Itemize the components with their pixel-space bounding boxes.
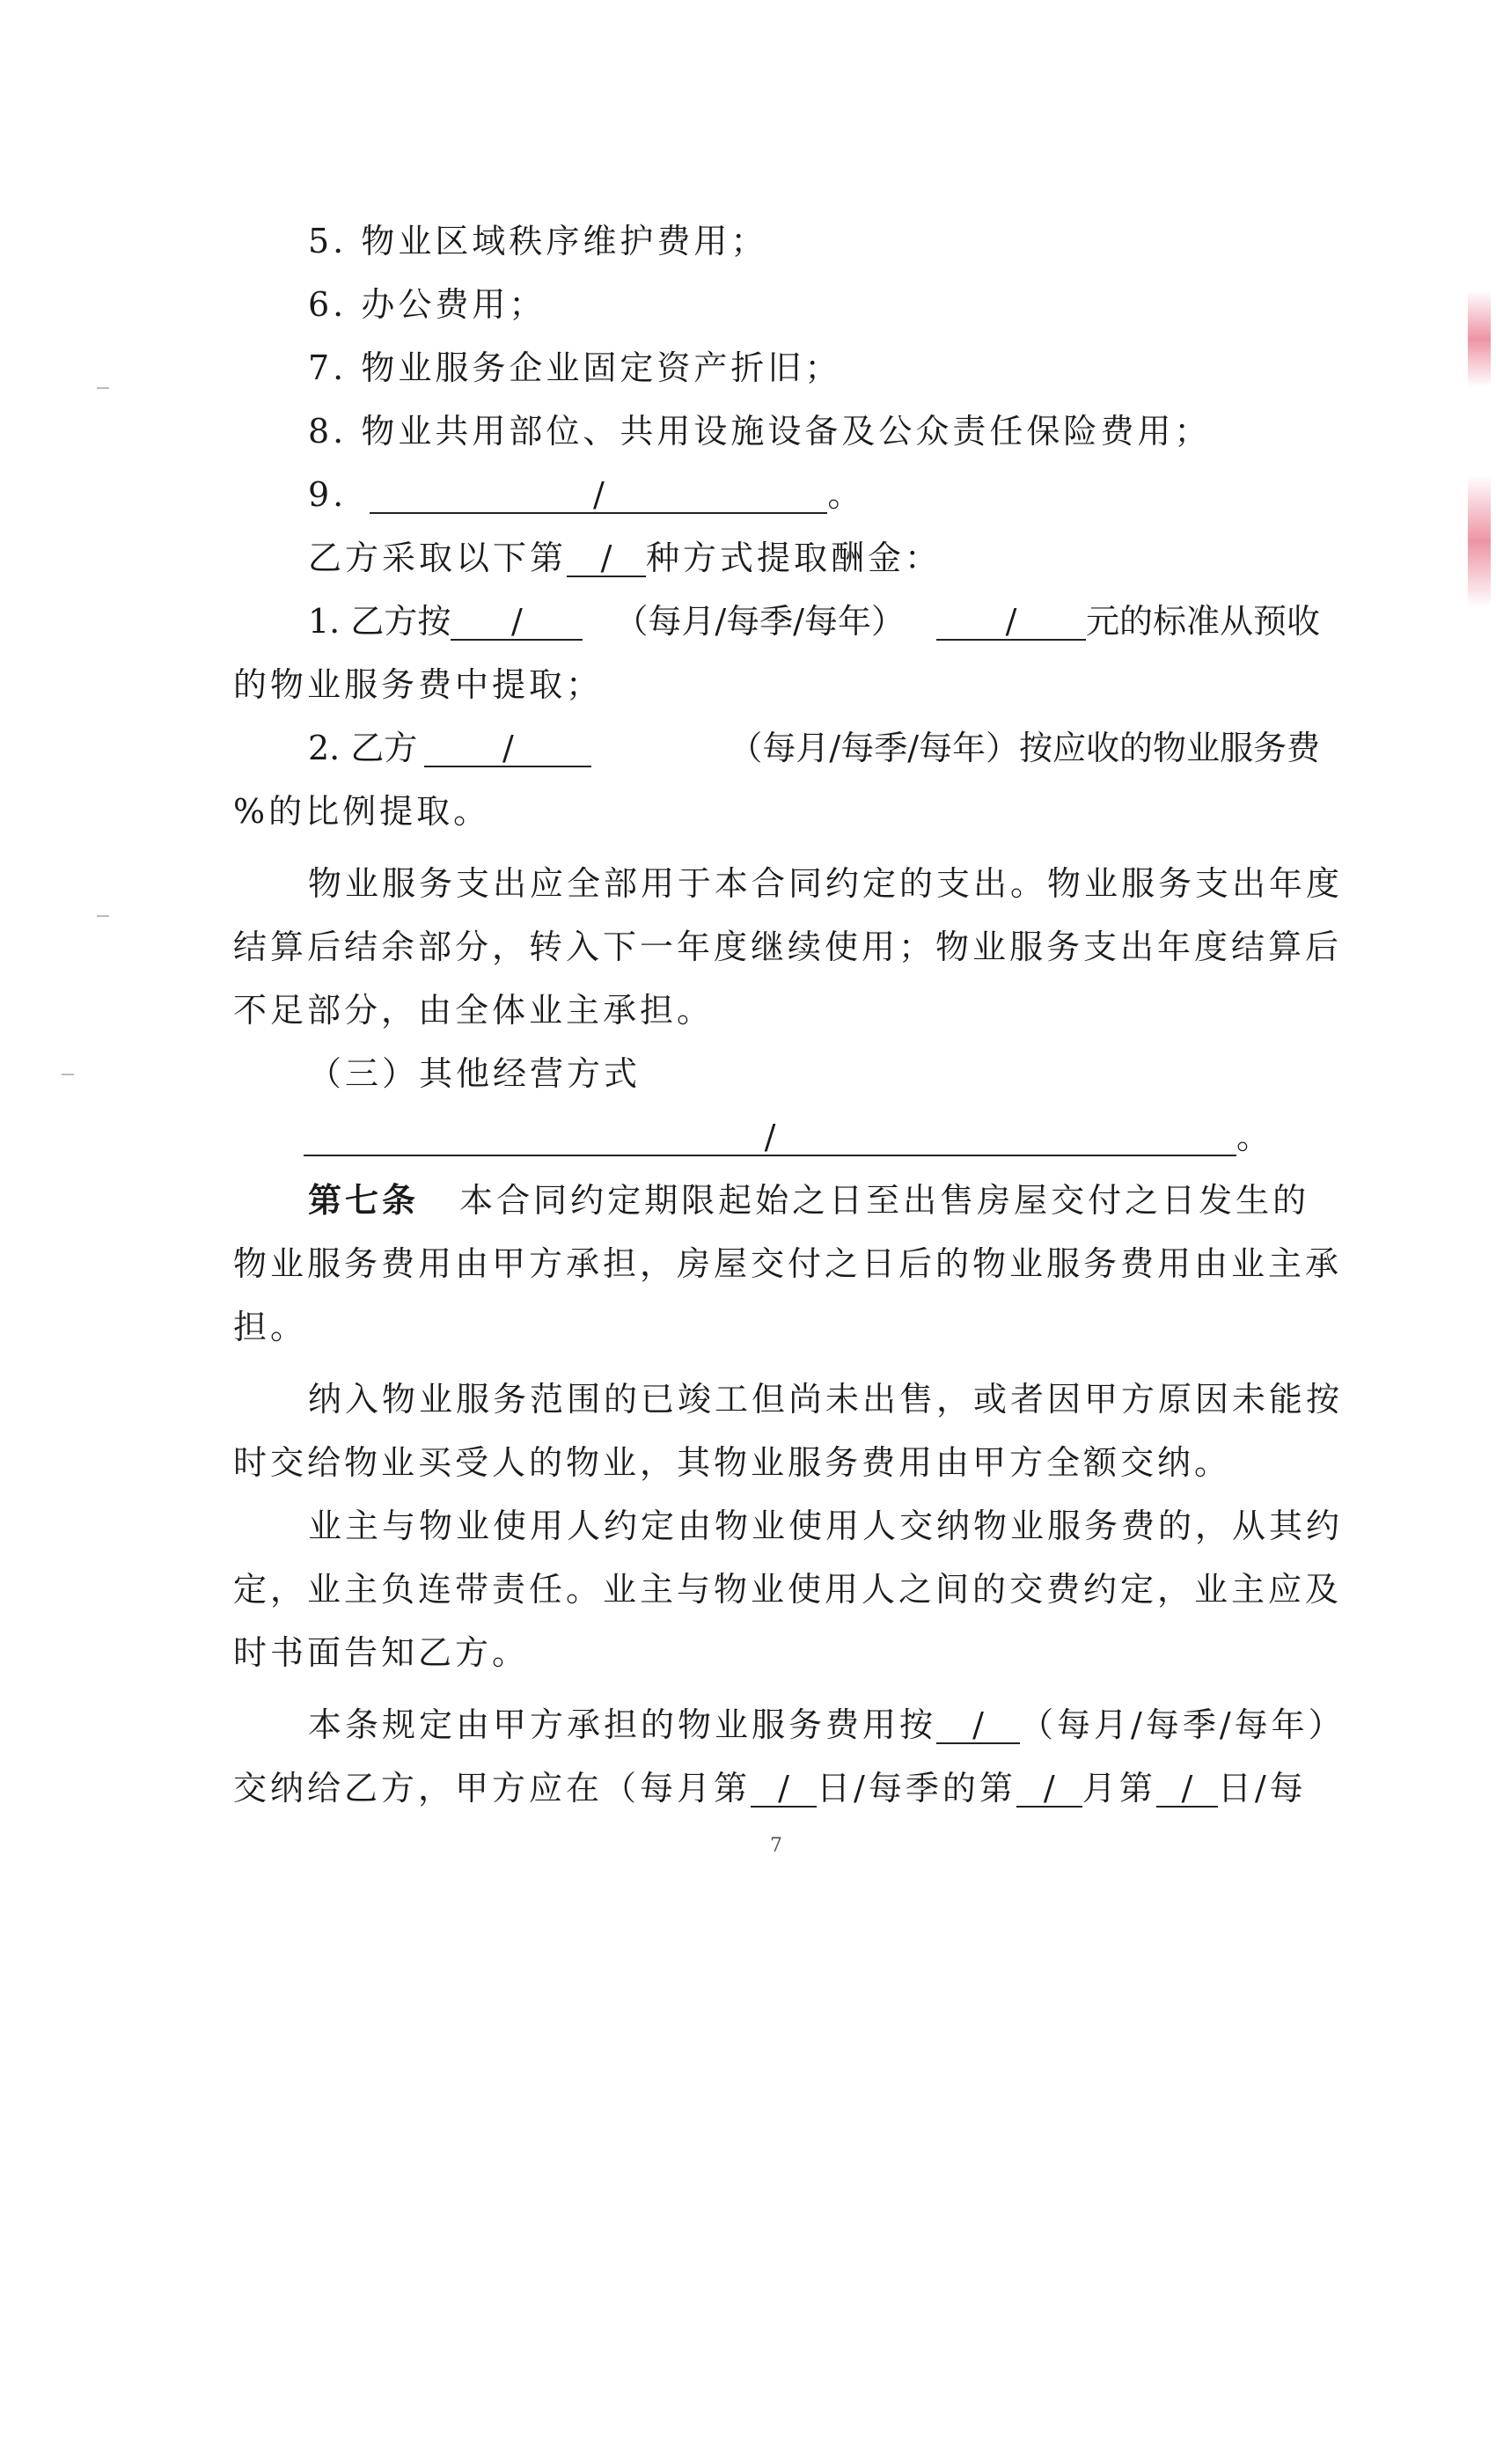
expense-paragraph-line-1: 物业服务支出应全部用于本合同约定的支出。物业服务支出年度	[308, 864, 1344, 903]
text-segment: 乙方采取以下第	[308, 539, 568, 577]
occupant-paragraph-line-3: 时书面告知乙方。	[233, 1633, 530, 1672]
scan-mark	[97, 387, 109, 389]
payment-quarter-day-blank: /	[1156, 1771, 1218, 1808]
method-number-blank: /	[567, 540, 646, 577]
text-segment: 月第	[1082, 1769, 1156, 1808]
clause-item-7: 7. 物业服务企业固定资产折旧；	[308, 348, 842, 387]
text-segment: 本条规定由甲方承担的物业服务费用按	[308, 1705, 937, 1744]
text-segment: 种方式提取酬金：	[646, 539, 942, 577]
payment-month-blank: /	[1016, 1771, 1082, 1808]
clause-item-9	[308, 472, 864, 517]
clause-item-8: 8. 物业共用部位、共用设施设备及公众责任保险费用；	[308, 412, 1212, 451]
text-segment: 本合同约定期限起始之日至出售房屋交付之日发生的	[459, 1181, 1310, 1220]
expense-paragraph-line-2: 结算后结余部分，转入下一年度继续使用；物业服务支出年度结算后	[233, 928, 1343, 966]
payment-line-2	[233, 1765, 1307, 1811]
text-segment: 交纳给乙方，甲方应在（每月第	[233, 1769, 752, 1808]
other-business-heading: （三）其他经营方式	[308, 1054, 642, 1093]
payment-line-1	[308, 1702, 1346, 1748]
unsold-paragraph-line-2: 时交给物业买受人的物业，其物业服务费用由甲方全额交纳。	[233, 1443, 1232, 1482]
payment-day-blank: /	[751, 1771, 817, 1808]
text-segment: （每月/每季/每年）	[614, 602, 905, 641]
method-1-amount-blank: /	[936, 604, 1086, 641]
text-segment: （每月/每季/每年）	[1020, 1705, 1346, 1744]
text-segment: （每月/每季/每年）按应收的物业服务费	[729, 729, 1320, 767]
method-1-line	[308, 598, 1320, 644]
item-9-number: 9.	[308, 475, 348, 514]
article-7-line-3: 担。	[233, 1308, 308, 1346]
seal-edge-mark	[1468, 475, 1491, 607]
text-segment: 1. 乙方按	[308, 602, 451, 641]
text-segment: 日/每季的第	[817, 1769, 1016, 1808]
article-7-heading: 第七条	[308, 1180, 420, 1220]
other-business-blank: /	[304, 1119, 1236, 1156]
item-9-blank: /	[370, 477, 827, 514]
method-2-period-blank: /	[424, 730, 591, 767]
text-segment: 2. 乙方	[308, 729, 418, 767]
clause-item-6: 6. 办公费用；	[308, 285, 546, 324]
method-1-period-blank: /	[451, 604, 583, 641]
method-1-continued: 的物业服务费中提取；	[233, 665, 604, 704]
method-2-line	[308, 725, 1320, 771]
occupant-paragraph-line-2: 定，业主负连带责任。业主与物业使用人之间的交费约定，业主应及	[233, 1570, 1343, 1609]
text-segment: 元的标准从预收	[1085, 602, 1320, 641]
item-9-period: 。	[827, 475, 865, 514]
article-7-line-1	[308, 1177, 1309, 1223]
text-segment: 日/每	[1217, 1769, 1307, 1808]
scan-mark	[62, 1074, 74, 1075]
text-segment: 。	[1236, 1118, 1274, 1156]
clause-item-5: 5. 物业区域秩序维护费用；	[308, 222, 768, 260]
seal-edge-mark	[1468, 290, 1491, 387]
payment-period-blank: /	[936, 1707, 1020, 1744]
scan-mark	[97, 915, 109, 917]
unsold-paragraph-line-1: 纳入物业服务范围的已竣工但尚未出售，或者因甲方原因未能按	[308, 1380, 1344, 1419]
occupant-paragraph-line-1: 业主与物业使用人约定由物业使用人交纳物业服务费的，从其约	[308, 1507, 1344, 1545]
expense-paragraph-line-3: 不足部分，由全体业主承担。	[233, 991, 715, 1030]
method-2-continued: %的比例提取。	[233, 792, 491, 831]
page-number: 7	[770, 1835, 782, 1857]
remuneration-method-line	[308, 535, 942, 581]
article-7-line-2: 物业服务费用由甲方承担，房屋交付之日后的物业服务费用由业主承	[233, 1244, 1343, 1283]
other-business-line	[304, 1114, 1273, 1160]
